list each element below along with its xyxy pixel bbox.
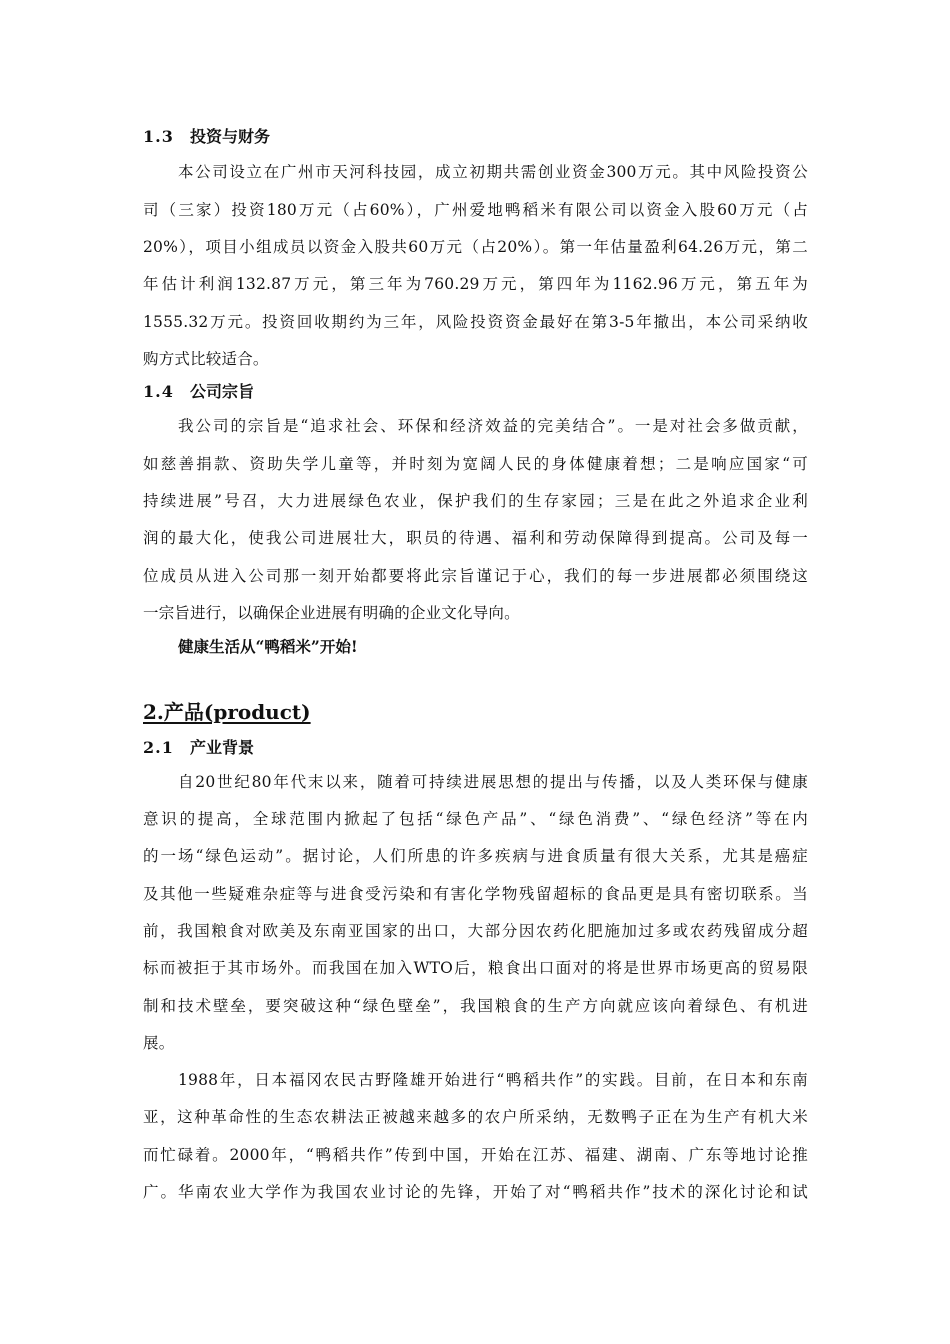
paragraph-line: 标而被拒于其市场外。而我国在加入WTO后，粮食出口面对的将是世界市场更高的贸易限 [143, 959, 808, 977]
paragraph-line: 如慈善捐款、资助失学儿童等，并时刻为宽阔人民的身体健康着想；二是响应国家“可 [143, 455, 808, 473]
paragraph-line: 购方式比较适合。 [143, 350, 269, 368]
paragraph-line: 广。华南农业大学作为我国农业讨论的先锋，开始了对“鸭稻共作”技术的深化讨论和试 [143, 1183, 808, 1201]
paragraph-line: 前，我国粮食对欧美及东南亚国家的出口，大部分因农药化肥施加过多或农药残留成分超 [143, 922, 808, 940]
paragraph-line: 一宗旨进行，以确保企业进展有明确的企业文化导向。 [143, 604, 520, 622]
section-heading-1-3 [143, 127, 270, 147]
paragraph-line: 及其他一些疑难杂症等与进食受污染和有害化学物残留超标的食品更是具有密切联系。当 [143, 885, 808, 903]
paragraph-line: 持续进展”号召，大力进展绿色农业，保护我们的生存家园；三是在此之外追求企业利 [143, 492, 808, 510]
paragraph-line: 位成员从进入公司那一刻开始都要将此宗旨谨记于心，我们的每一步进展都必须围绕这 [143, 567, 808, 585]
section-title: 产业背景 [190, 738, 255, 757]
section-heading-2-1 [143, 738, 254, 758]
section-title: 投资与财务 [190, 127, 271, 146]
section-title: 公司宗旨 [190, 382, 255, 401]
section-heading-1-4 [143, 382, 254, 402]
paragraph-line: 1988年，日本福冈农民古野隆雄开始进行“鸭稻共作”的实践。目前，在日本和东南 [178, 1071, 808, 1089]
paragraph-line: 制和技术壁垒，要突破这种“绿色壁垒”，我国粮食的生产方向就应该向着绿色、有机进 [143, 997, 808, 1015]
section-number: 1.4 [143, 382, 174, 401]
paragraph-line: 润的最大化，使我公司进展壮大，职员的待遇、福利和劳动保障得到提高。公司及每一 [143, 529, 808, 547]
paragraph-line: 的一场“绿色运动”。据讨论，人们所患的许多疾病与进食质量有很大关系，尤其是癌症 [143, 847, 808, 865]
paragraph-line: 20%），项目小组成员以资金入股共60万元（占20%）。第一年估量盈利64.26万元，第二 [143, 238, 808, 256]
paragraph-line: 意识的提高，全球范围内掀起了包括“绿色产品”、“绿色消费”、“绿色经济”等在内 [143, 810, 808, 828]
paragraph-line: 亚，这种革命性的生态农耕法正被越来越多的农户所采纳，无数鸭子正在为生产有机大米 [143, 1108, 808, 1126]
paragraph-line: 1555.32万元。投资回收期约为三年，风险投资资金最好在第3-5年撤出，本公司采纳收 [143, 313, 808, 331]
section-number: 1.3 [143, 127, 174, 146]
paragraph-line: 而忙碌着。2000年，“鸭稻共作”传到中国，开始在江苏、福建、湖南、广东等地讨论推 [143, 1146, 808, 1164]
paragraph-line: 本公司设立在广州市天河科技园，成立初期共需创业资金300万元。其中风险投资公 [178, 163, 808, 181]
chapter-heading-product: 2.产品(product) [143, 700, 311, 724]
company-motto: 健康生活从“鸭稻米”开始! [178, 637, 358, 656]
paragraph-line: 展。 [143, 1034, 175, 1052]
paragraph-line: 我公司的宗旨是“追求社会、环保和经济效益的完美结合”。一是对社会多做贡献， [178, 417, 808, 435]
paragraph-line: 自20世纪80年代末以来，随着可持续进展思想的提出与传播，以及人类环保与健康 [178, 773, 808, 791]
paragraph-line: 年估计利润132.87万元，第三年为760.29万元，第四年为1162.96万元，第五年为 [143, 275, 808, 293]
section-number: 2.1 [143, 738, 174, 757]
paragraph-line: 司（三家）投资180万元（占60%），广州爱地鸭稻米有限公司以资金入股60万元（占 [143, 201, 808, 219]
